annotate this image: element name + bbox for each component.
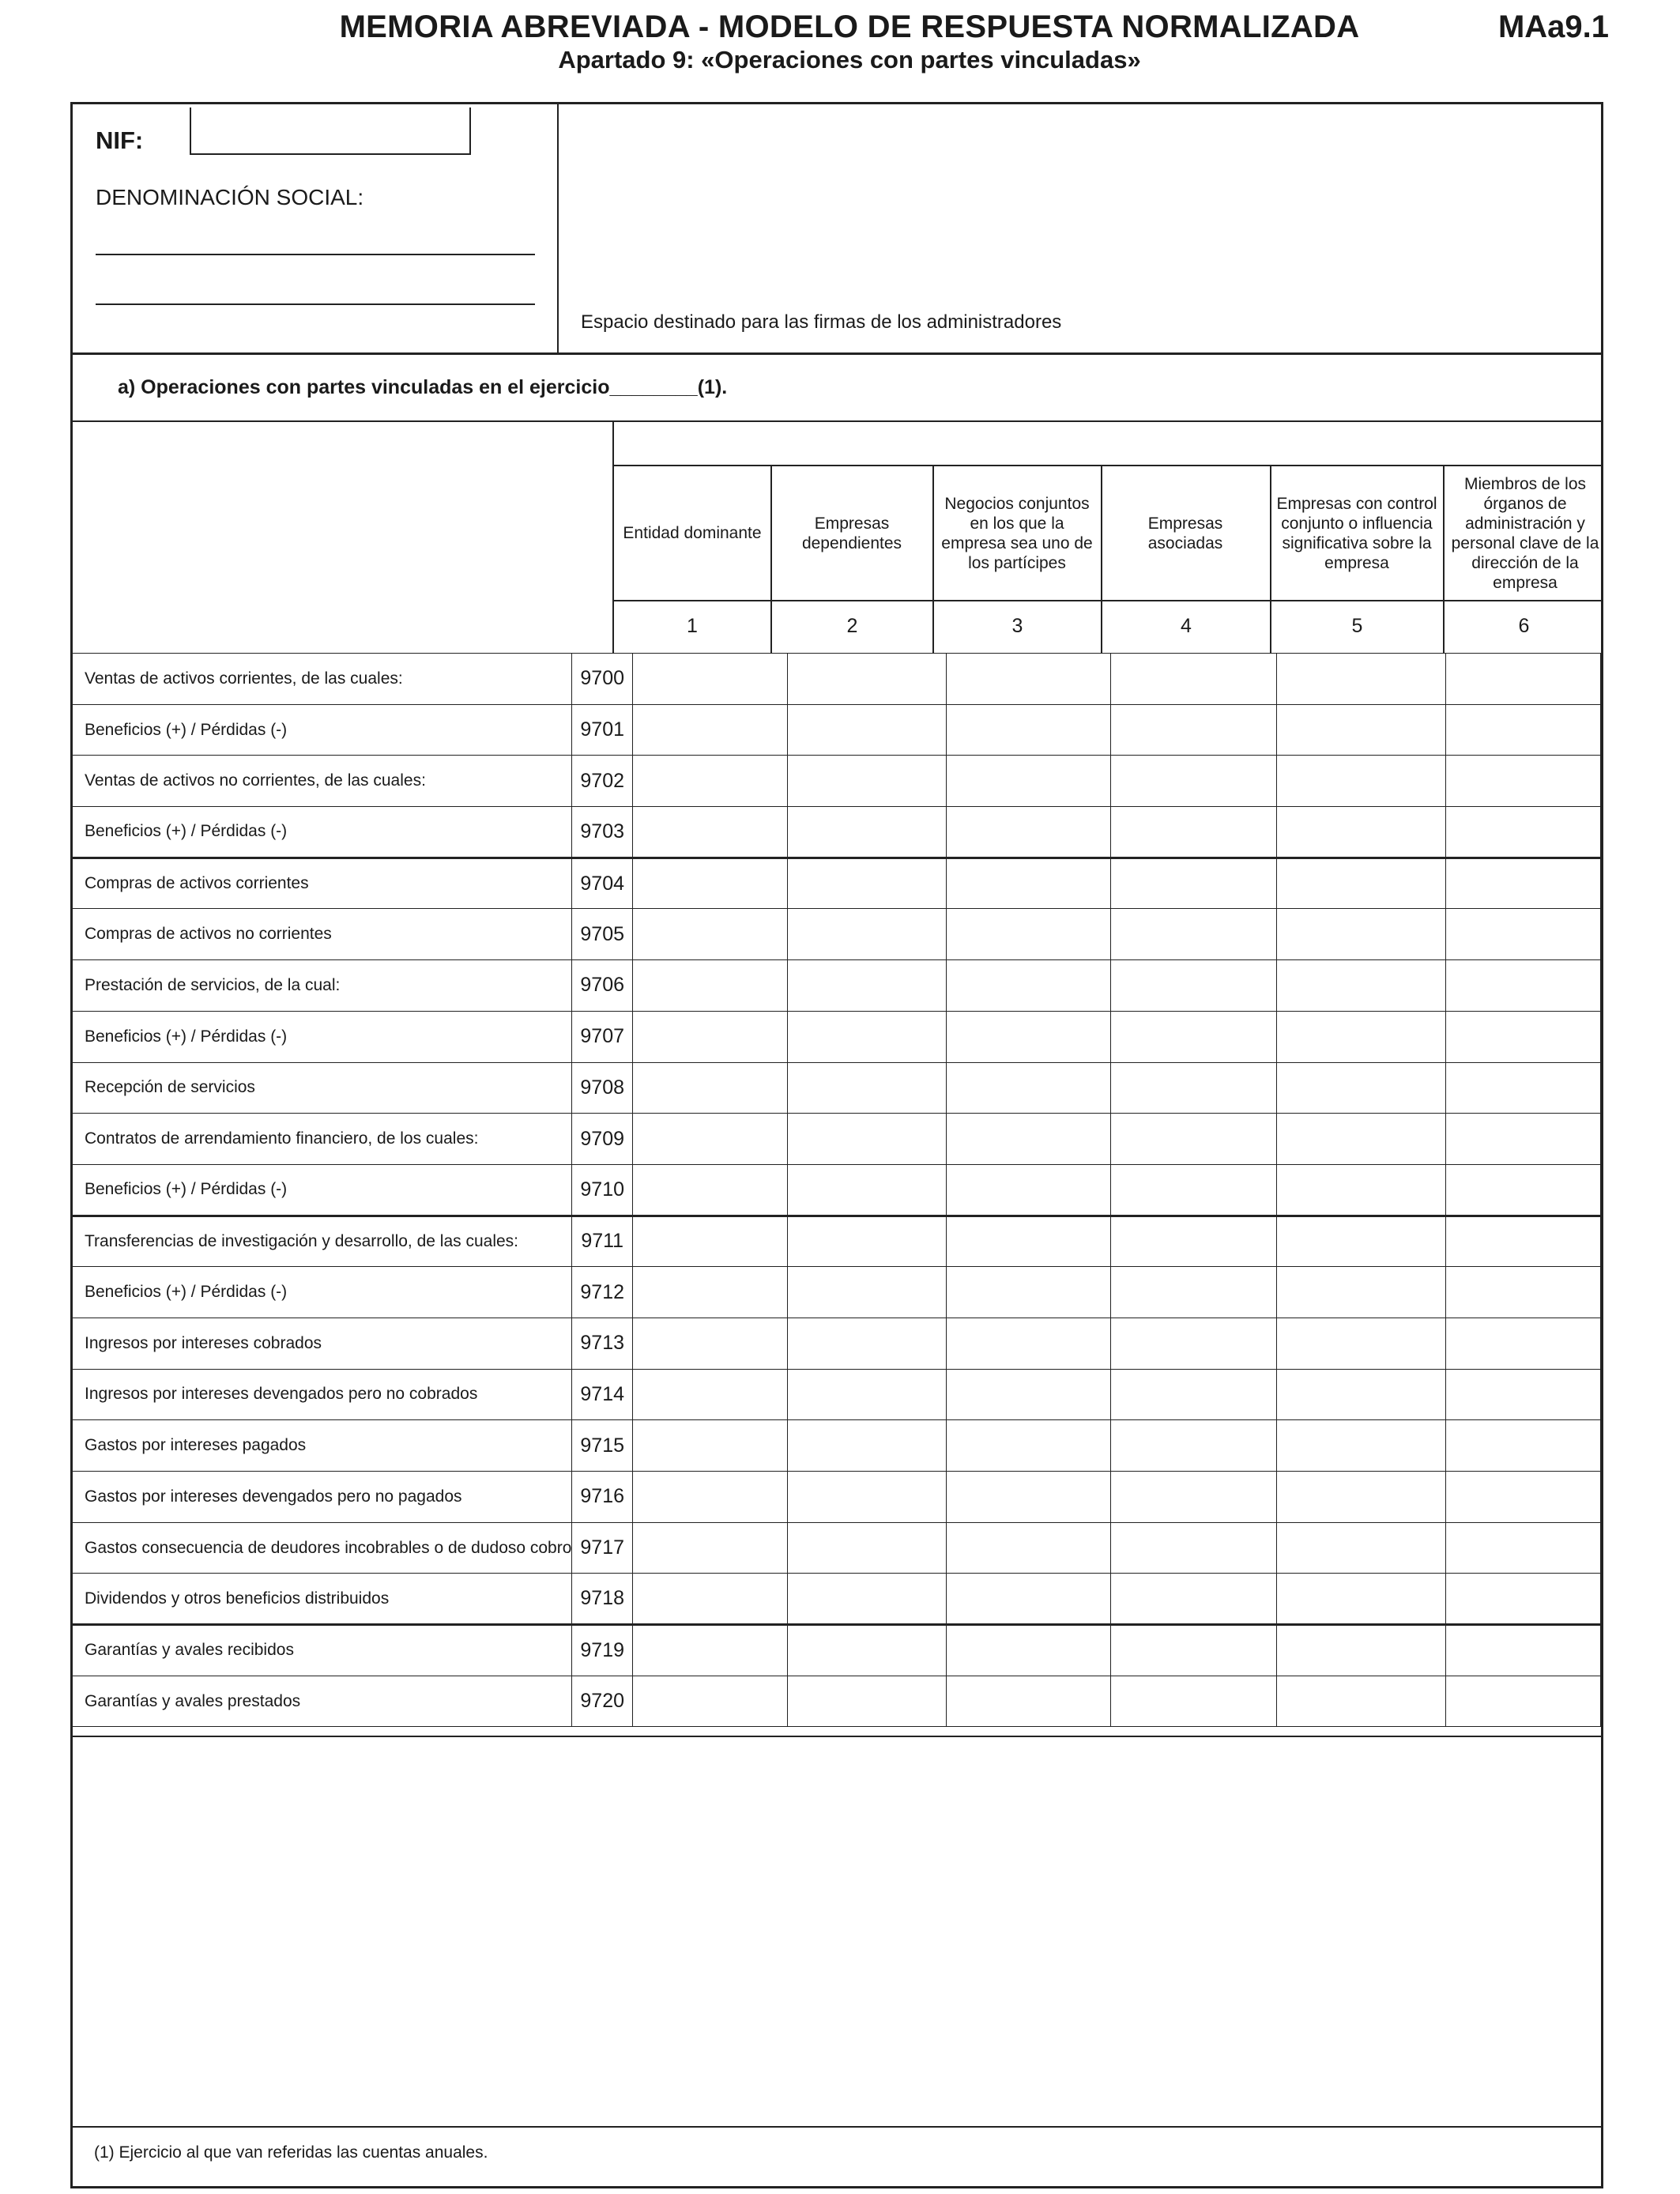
row-code: 9712 [572, 1267, 633, 1318]
value-cell-col-1[interactable] [632, 756, 787, 807]
value-cell-col-3[interactable] [946, 1011, 1111, 1062]
value-cell-col-2[interactable] [787, 909, 946, 960]
row-label: Beneficios (+) / Pérdidas (-) [73, 1011, 572, 1062]
denominacion-line-1[interactable] [96, 254, 535, 255]
value-cell-col-6[interactable] [1446, 1574, 1601, 1625]
value-cell-col-1[interactable] [632, 1676, 787, 1727]
row-code: 9701 [572, 704, 633, 756]
row-code: 9706 [572, 960, 633, 1012]
table-row [73, 1472, 1601, 1523]
col-header-1: Entidad dominante [623, 524, 762, 542]
value-cell-col-6[interactable] [1446, 807, 1601, 858]
table-row [73, 1011, 1601, 1062]
value-cell-col-6[interactable] [1446, 1318, 1601, 1369]
table-row [73, 1369, 1601, 1420]
value-cell-col-2[interactable] [787, 1062, 946, 1114]
table-row [73, 1062, 1601, 1114]
col-number-1: 1 [687, 615, 698, 637]
row-code: 9702 [572, 756, 633, 807]
value-cell-col-2[interactable] [787, 1216, 946, 1267]
row-label: Garantías y avales prestados [73, 1676, 572, 1727]
value-cell-col-5[interactable] [1276, 858, 1445, 909]
row-code: 9704 [572, 858, 633, 909]
table-row [73, 1574, 1601, 1625]
table-row [73, 1267, 1601, 1318]
value-cell-col-1[interactable] [632, 1522, 787, 1574]
header-number-line [612, 600, 1601, 601]
value-cell-col-5[interactable] [1276, 654, 1445, 705]
table-row [73, 1522, 1601, 1574]
nif-input[interactable] [190, 107, 471, 155]
col-number-2: 2 [846, 615, 858, 637]
table-row [73, 960, 1601, 1012]
row-code: 9709 [572, 1114, 633, 1165]
value-cell-col-2[interactable] [787, 756, 946, 807]
value-cell-col-5[interactable] [1276, 756, 1445, 807]
value-cell-col-4[interactable] [1111, 654, 1277, 705]
value-cell-col-5[interactable] [1276, 1369, 1445, 1420]
row-code: 9715 [572, 1420, 633, 1472]
col-number-5: 5 [1351, 615, 1363, 637]
value-cell-col-1[interactable] [632, 858, 787, 909]
row-label: Transferencias de investigación y desarrollo, de las cuales: [73, 1216, 572, 1267]
row-code: 9716 [572, 1472, 633, 1523]
divider-footnote [73, 2126, 1601, 2128]
col-number-3: 3 [1011, 615, 1023, 637]
value-cell-col-1[interactable] [632, 1011, 787, 1062]
divider-section-a [73, 420, 1601, 422]
value-cell-col-5[interactable] [1276, 909, 1445, 960]
value-cell-col-4[interactable] [1111, 1011, 1277, 1062]
form-title: MEMORIA ABREVIADA - MODELO DE RESPUESTA NORMALIZADA [339, 9, 1360, 44]
col-header-4: Empresas asociadas [1147, 514, 1223, 552]
divider-notes-area [73, 1736, 1601, 1737]
nif-label: NIF: [96, 126, 144, 154]
row-code: 9718 [572, 1574, 633, 1625]
value-cell-col-6[interactable] [1446, 1267, 1601, 1318]
value-cell-col-3[interactable] [946, 1420, 1111, 1472]
value-cell-col-5[interactable] [1276, 1574, 1445, 1625]
value-cell-col-6[interactable] [1446, 1114, 1601, 1165]
value-cell-col-2[interactable] [787, 1369, 946, 1420]
value-cell-col-1[interactable] [632, 909, 787, 960]
table-row [73, 1114, 1601, 1165]
value-cell-col-1[interactable] [632, 704, 787, 756]
table-row [73, 1318, 1601, 1369]
table-row [73, 1420, 1601, 1472]
value-cell-col-2[interactable] [787, 1114, 946, 1165]
value-cell-col-3[interactable] [946, 1676, 1111, 1727]
row-label: Dividendos y otros beneficios distribuidos [73, 1574, 572, 1625]
value-cell-col-5[interactable] [1276, 1472, 1445, 1523]
value-cell-col-6[interactable] [1446, 1676, 1601, 1727]
value-cell-col-6[interactable] [1446, 756, 1601, 807]
table-row [73, 1676, 1601, 1727]
value-cell-col-2[interactable] [787, 704, 946, 756]
value-cell-col-3[interactable] [946, 858, 1111, 909]
value-cell-col-6[interactable] [1446, 960, 1601, 1012]
value-cell-col-5[interactable] [1276, 1522, 1445, 1574]
value-cell-col-6[interactable] [1446, 704, 1601, 756]
value-cell-col-2[interactable] [787, 1676, 946, 1727]
section-a-title: a) Operaciones con partes vinculadas en el ejercicio________(1). [118, 376, 728, 398]
value-cell-col-6[interactable] [1446, 1216, 1601, 1267]
form-frame [70, 102, 1603, 2188]
row-label: Ventas de activos no corrientes, de las cuales: [73, 756, 572, 807]
row-label: Compras de activos corrientes [73, 858, 572, 909]
value-cell-col-1[interactable] [632, 1062, 787, 1114]
value-cell-col-2[interactable] [787, 1574, 946, 1625]
value-cell-col-1[interactable] [632, 1318, 787, 1369]
value-cell-col-3[interactable] [946, 654, 1111, 705]
value-cell-col-2[interactable] [787, 1011, 946, 1062]
value-cell-col-4[interactable] [1111, 858, 1277, 909]
value-cell-col-1[interactable] [632, 1369, 787, 1420]
value-cell-col-6[interactable] [1446, 1164, 1601, 1216]
value-cell-col-5[interactable] [1276, 1676, 1445, 1727]
value-cell-col-4[interactable] [1111, 1676, 1277, 1727]
value-cell-col-5[interactable] [1276, 960, 1445, 1012]
row-label: Garantías y avales recibidos [73, 1625, 572, 1676]
row-code: 9720 [572, 1676, 633, 1727]
value-cell-col-2[interactable] [787, 1625, 946, 1676]
row-code: 9710 [572, 1164, 633, 1216]
value-cell-col-5[interactable] [1276, 1114, 1445, 1165]
value-cell-col-4[interactable] [1111, 1216, 1277, 1267]
value-cell-col-3[interactable] [946, 1318, 1111, 1369]
value-cell-col-6[interactable] [1446, 1420, 1601, 1472]
value-cell-col-1[interactable] [632, 1216, 787, 1267]
value-cell-col-1[interactable] [632, 1420, 787, 1472]
form-code: MAa9.1 [1497, 9, 1609, 44]
value-cell-col-5[interactable] [1276, 1164, 1445, 1216]
value-cell-col-6[interactable] [1446, 1062, 1601, 1114]
value-cell-col-2[interactable] [787, 960, 946, 1012]
table-row [73, 704, 1601, 756]
row-code: 9703 [572, 807, 633, 858]
row-label: Beneficios (+) / Pérdidas (-) [73, 1267, 572, 1318]
value-cell-col-4[interactable] [1111, 1574, 1277, 1625]
value-cell-col-3[interactable] [946, 1164, 1111, 1216]
value-cell-col-4[interactable] [1111, 807, 1277, 858]
value-cell-col-4[interactable] [1111, 704, 1277, 756]
row-label: Recepción de servicios [73, 1062, 572, 1114]
row-code: 9705 [572, 909, 633, 960]
row-code: 9700 [572, 654, 633, 705]
value-cell-col-4[interactable] [1111, 1625, 1277, 1676]
id-divider [557, 104, 559, 352]
operations-table [73, 653, 1601, 1727]
value-cell-col-6[interactable] [1446, 1011, 1601, 1062]
row-code: 9717 [572, 1522, 633, 1574]
value-cell-col-4[interactable] [1111, 1369, 1277, 1420]
value-cell-col-4[interactable] [1111, 960, 1277, 1012]
value-cell-col-6[interactable] [1446, 1625, 1601, 1676]
value-cell-col-6[interactable] [1446, 1369, 1601, 1420]
value-cell-col-3[interactable] [946, 1267, 1111, 1318]
row-code: 9714 [572, 1369, 633, 1420]
col-header-5: Empresas con control conjunto o influencia significativa sobre la empresa [1276, 494, 1437, 572]
row-code: 9708 [572, 1062, 633, 1114]
value-cell-col-4[interactable] [1111, 1267, 1277, 1318]
value-cell-col-2[interactable] [787, 1420, 946, 1472]
value-cell-col-5[interactable] [1276, 1420, 1445, 1472]
value-cell-col-2[interactable] [787, 654, 946, 705]
col-header-6: Miembros de los órganos de administración y personal clave de la dirección de la empresa [1451, 474, 1599, 592]
value-cell-col-3[interactable] [946, 1574, 1111, 1625]
value-cell-col-3[interactable] [946, 1369, 1111, 1420]
denominacion-label: DENOMINACIÓN SOCIAL: [96, 185, 364, 209]
value-cell-col-4[interactable] [1111, 1472, 1277, 1523]
table-row [73, 1164, 1601, 1216]
value-cell-col-2[interactable] [787, 1472, 946, 1523]
value-cell-col-4[interactable] [1111, 1114, 1277, 1165]
value-cell-col-3[interactable] [946, 704, 1111, 756]
value-cell-col-1[interactable] [632, 1164, 787, 1216]
row-label: Prestación de servicios, de la cual: [73, 960, 572, 1012]
value-cell-col-5[interactable] [1276, 1318, 1445, 1369]
row-code: 9711 [572, 1216, 633, 1267]
value-cell-col-6[interactable] [1446, 858, 1601, 909]
row-code: 9707 [572, 1011, 633, 1062]
value-cell-col-3[interactable] [946, 909, 1111, 960]
row-code: 9719 [572, 1625, 633, 1676]
row-label: Beneficios (+) / Pérdidas (-) [73, 704, 572, 756]
value-cell-col-1[interactable] [632, 960, 787, 1012]
col-number-6: 6 [1518, 615, 1530, 637]
value-cell-col-1[interactable] [632, 1267, 787, 1318]
value-cell-col-1[interactable] [632, 1574, 787, 1625]
row-label: Gastos por intereses pagados [73, 1420, 572, 1472]
value-cell-col-3[interactable] [946, 1062, 1111, 1114]
signatures-area-label: Espacio destinado para las firmas de los administradores [581, 311, 1062, 333]
value-cell-col-2[interactable] [787, 858, 946, 909]
value-cell-col-4[interactable] [1111, 909, 1277, 960]
table-row [73, 1216, 1601, 1267]
value-cell-col-4[interactable] [1111, 1522, 1277, 1574]
row-label: Gastos consecuencia de deudores incobrables o de dudoso cobro [73, 1522, 572, 1574]
value-cell-col-4[interactable] [1111, 756, 1277, 807]
value-cell-col-2[interactable] [787, 1164, 946, 1216]
row-code: 9713 [572, 1318, 633, 1369]
value-cell-col-1[interactable] [632, 1114, 787, 1165]
value-cell-col-5[interactable] [1276, 1011, 1445, 1062]
value-cell-col-5[interactable] [1276, 704, 1445, 756]
value-cell-col-5[interactable] [1276, 1062, 1445, 1114]
col-header-3: Negocios conjuntos en los que la empresa sea uno de los partícipes [941, 494, 1093, 572]
row-label: Ventas de activos corrientes, de las cuales: [73, 654, 572, 705]
value-cell-col-3[interactable] [946, 960, 1111, 1012]
table-row [73, 756, 1601, 807]
form-subtitle: Apartado 9: «Operaciones con partes vinculadas» [558, 46, 1141, 74]
value-cell-col-1[interactable] [632, 807, 787, 858]
row-label: Contratos de arrendamiento financiero, de los cuales: [73, 1114, 572, 1165]
value-cell-col-6[interactable] [1446, 1522, 1601, 1574]
value-cell-col-2[interactable] [787, 1267, 946, 1318]
row-label: Gastos por intereses devengados pero no pagados [73, 1472, 572, 1523]
row-label: Beneficios (+) / Pérdidas (-) [73, 1164, 572, 1216]
value-cell-col-3[interactable] [946, 1522, 1111, 1574]
row-label: Compras de activos no corrientes [73, 909, 572, 960]
value-cell-col-6[interactable] [1446, 909, 1601, 960]
value-cell-col-2[interactable] [787, 807, 946, 858]
value-cell-col-4[interactable] [1111, 1062, 1277, 1114]
value-cell-col-3[interactable] [946, 1625, 1111, 1676]
value-cell-col-5[interactable] [1276, 1216, 1445, 1267]
value-cell-col-4[interactable] [1111, 1164, 1277, 1216]
value-cell-col-6[interactable] [1446, 654, 1601, 705]
denominacion-line-2[interactable] [96, 303, 535, 305]
value-cell-col-3[interactable] [946, 1114, 1111, 1165]
value-cell-col-4[interactable] [1111, 1420, 1277, 1472]
table-row [73, 807, 1601, 858]
value-cell-col-5[interactable] [1276, 807, 1445, 858]
value-cell-col-1[interactable] [632, 1472, 787, 1523]
table-row [73, 1625, 1601, 1676]
row-label: Ingresos por intereses cobrados [73, 1318, 572, 1369]
value-cell-col-6[interactable] [1446, 1472, 1601, 1523]
value-cell-col-4[interactable] [1111, 1318, 1277, 1369]
table-row [73, 858, 1601, 909]
value-cell-col-1[interactable] [632, 1625, 787, 1676]
table-row [73, 654, 1601, 705]
value-cell-col-1[interactable] [632, 654, 787, 705]
row-label: Beneficios (+) / Pérdidas (-) [73, 807, 572, 858]
footnote: (1) Ejercicio al que van referidas las cuentas anuales. [94, 2143, 488, 2162]
value-cell-col-3[interactable] [946, 1472, 1111, 1523]
table-row [73, 909, 1601, 960]
col-number-4: 4 [1181, 615, 1192, 637]
value-cell-col-3[interactable] [946, 1216, 1111, 1267]
value-cell-col-2[interactable] [787, 1522, 946, 1574]
value-cell-col-5[interactable] [1276, 1267, 1445, 1318]
col-header-2: Empresas dependientes [801, 514, 902, 552]
value-cell-col-2[interactable] [787, 1318, 946, 1369]
row-label: Ingresos por intereses devengados pero no cobrados [73, 1369, 572, 1420]
divider-id-section [73, 352, 1601, 355]
value-cell-col-5[interactable] [1276, 1625, 1445, 1676]
value-cell-col-3[interactable] [946, 756, 1111, 807]
value-cell-col-3[interactable] [946, 807, 1111, 858]
